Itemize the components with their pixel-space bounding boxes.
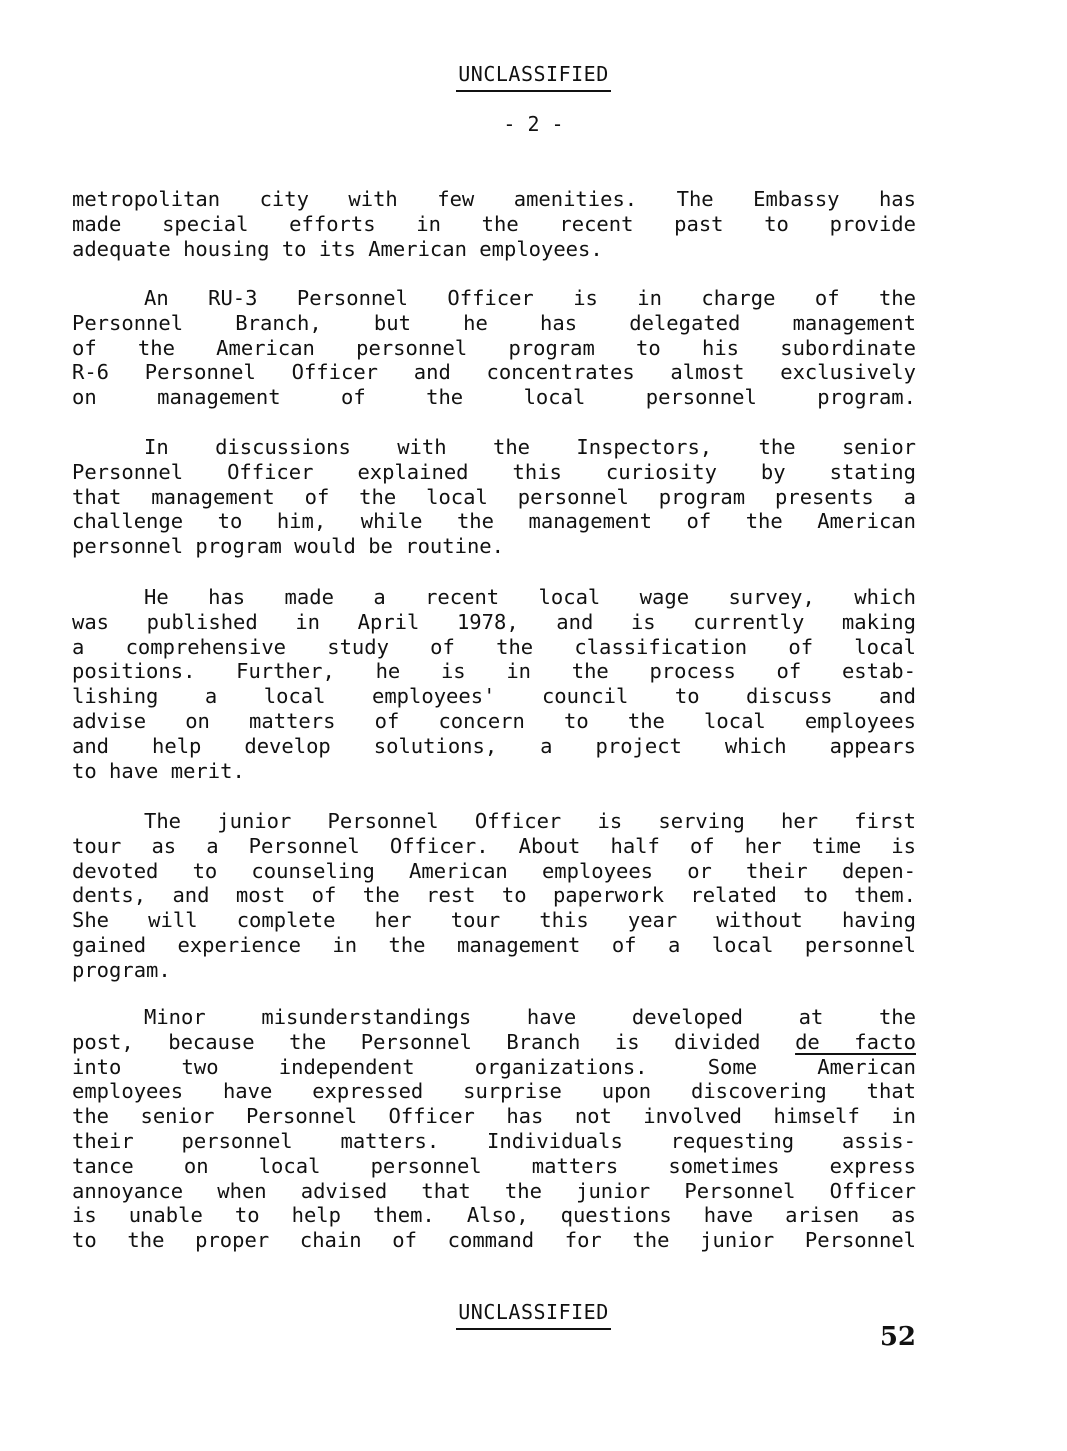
text-line [72, 1030, 916, 1055]
text-line: tour as a Personnel Officer. About half of her time is [72, 833, 916, 858]
text-line: Personnel Officer explained this curiosity by stating [72, 459, 916, 484]
text-line: She will complete her tour this year without having [72, 908, 916, 933]
paragraph-3 [72, 435, 916, 559]
text-line: dents, and most of the rest to paperwork related to them. [72, 883, 916, 908]
text-line: Personnel Branch, but he has delegated management [72, 310, 916, 335]
text-line: R-6 Personnel Officer and concentrates almost exclusively [72, 360, 916, 385]
paragraph-5 [72, 809, 916, 983]
text-line: challenge to him, while the management of the American [72, 509, 916, 534]
text-line: positions. Further, he is in the process of estab- [72, 659, 916, 684]
text-line: to have merit. [72, 758, 245, 783]
classification-header [0, 62, 1067, 92]
text-line: An RU-3 Personnel Officer is in charge of the [144, 286, 916, 310]
text-line: into two independent organizations. Some American [72, 1054, 916, 1079]
text-line: the senior Personnel Officer has not involved himself in [72, 1104, 916, 1129]
text-line: that management of the local personnel program presents a [72, 484, 916, 509]
paragraph-6 [72, 1005, 916, 1253]
classification-footer-label: UNCLASSIFIED [456, 1300, 611, 1330]
text-line: advise on matters of concern to the local employees [72, 708, 916, 733]
text-line: Minor misunderstandings have developed at the [144, 1005, 916, 1029]
text-line: In discussions with the Inspectors, the senior [144, 435, 916, 459]
page-marker: - 2 - [503, 112, 564, 136]
page-number: 52 [879, 1322, 916, 1352]
text-line: a comprehensive study of the classification of local [72, 634, 916, 659]
text-line: to the proper chain of command for the junior Personnel [72, 1228, 916, 1253]
text-line: of the American personnel program to his subordinate [72, 335, 916, 360]
paragraph-4 [72, 585, 916, 783]
text-line: made special efforts in the recent past to provide [72, 211, 916, 236]
underlined-term: de facto [795, 1029, 916, 1054]
text-line: program. [72, 957, 171, 982]
classification-header-label: UNCLASSIFIED [456, 62, 611, 92]
text-line: lishing a local employees' council to discuss and [72, 684, 916, 709]
text-segment: post, because the Personnel Branch is divided [72, 1029, 796, 1054]
paragraph-2 [72, 286, 916, 410]
text-line: The junior Personnel Officer is serving her first [144, 809, 916, 833]
text-line: and help develop solutions, a project which appears [72, 733, 916, 758]
text-line: adequate housing to its American employees. [72, 236, 603, 261]
text-line: annoyance when advised that the junior Personnel Officer [72, 1178, 916, 1203]
text-line: employees have expressed surprise upon discovering that [72, 1079, 916, 1104]
text-line: on management of the local personnel program. [72, 385, 916, 410]
text-line: tance on local personnel matters sometimes express [72, 1153, 916, 1178]
text-line: gained experience in the management of a local personnel [72, 932, 916, 957]
text-line: devoted to counseling American employees or their depen- [72, 858, 916, 883]
paragraph-1 [72, 187, 916, 261]
text-line: is unable to help them. Also, questions have arisen as [72, 1203, 916, 1228]
text-line: metropolitan city with few amenities. The Embassy has [72, 187, 916, 211]
text-line: personnel program would be routine. [72, 534, 504, 559]
text-line: was published in April 1978, and is currently making [72, 609, 916, 634]
text-line: their personnel matters. Individuals requesting assis- [72, 1128, 916, 1153]
text-line: He has made a recent local wage survey, which [144, 585, 916, 609]
